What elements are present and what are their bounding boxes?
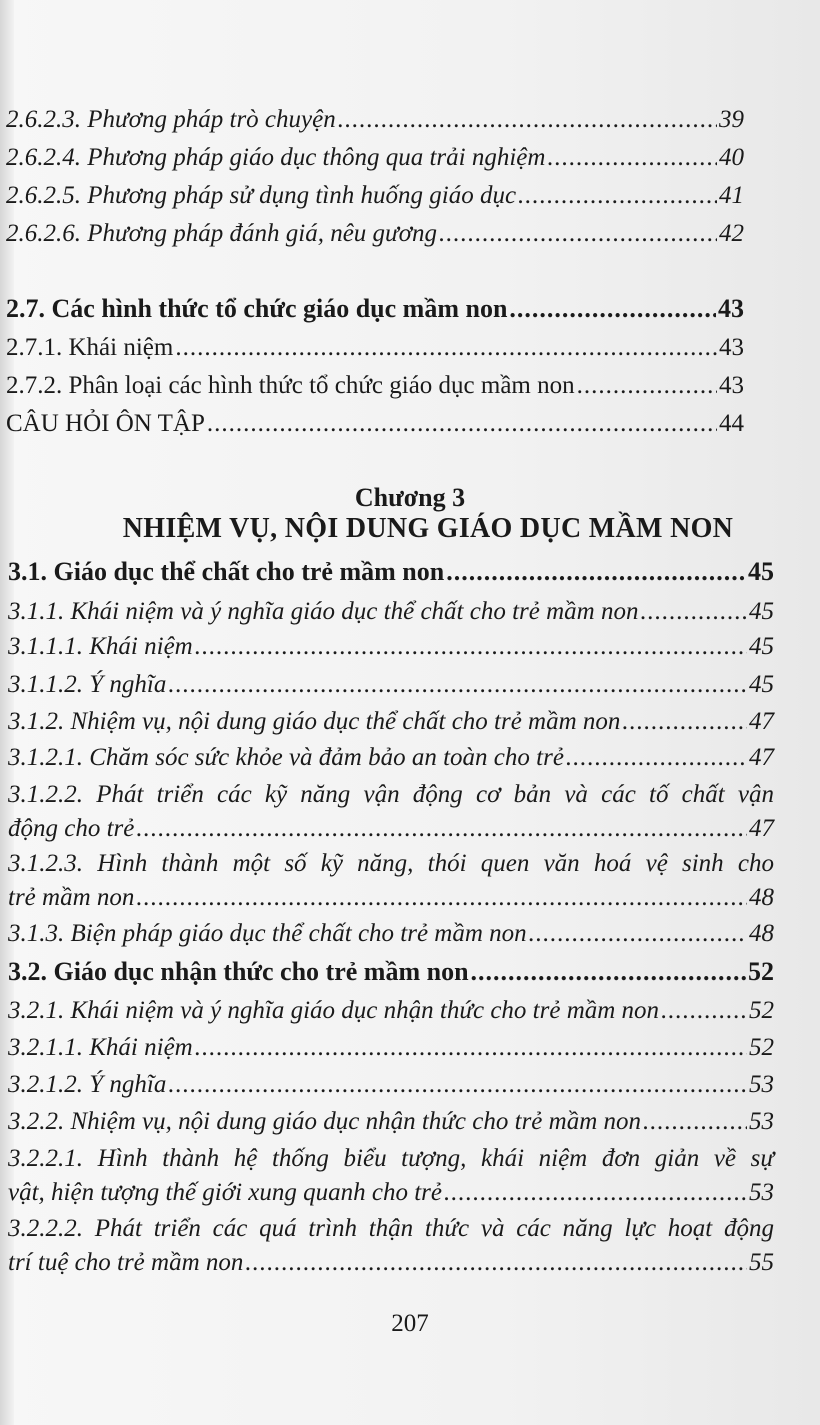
leader-dots (471, 955, 746, 989)
leader-dots (661, 994, 747, 1028)
chapter-number: Chương 3 (354, 483, 466, 512)
leader-dots (195, 1031, 747, 1065)
toc-entry-2-6-2-5[interactable]: 2.6.2.5. Phương pháp sử dụng tình huống giáo dục ..... 41 (6, 179, 744, 213)
chapter-title: NHIỆM VỤ, NỘI DUNG GIÁO DỤC MẦM NON (122, 513, 734, 544)
toc-entry-3-1-2-3[interactable]: 3.1.2.3. Hình thành một số kỹ năng, thói quen văn hoá vệ sinh cho trẻ mầm non ..... 48 (8, 847, 774, 915)
leader-dots (643, 1105, 747, 1139)
leader-dots (168, 668, 747, 702)
toc-entry-3-2-2[interactable]: 3.2.2. Nhiệm vụ, nội dung giáo dục nhận thức cho trẻ mầm non ..... 53 (8, 1105, 774, 1139)
leader-dots (547, 141, 717, 175)
toc-heading-3-2[interactable]: 3.2. Giáo dục nhận thức cho trẻ mầm non ..... 52 (8, 955, 774, 989)
toc-entry-3-2-2-2[interactable]: 3.2.2.2. Phát triển các quá trình thận thức và các năng lực hoạt động trí tuệ cho trẻ mầm non ..... 55 (8, 1212, 774, 1280)
toc-heading-2-7[interactable]: 2.7. Các hình thức tổ chức giáo dục mầm non ..... 43 (6, 292, 744, 326)
toc-entry-3-1-2[interactable]: 3.1.2. Nhiệm vụ, nội dung giáo dục thể chất cho trẻ mầm non ..... 47 (8, 705, 774, 739)
leader-dots (529, 917, 747, 951)
leader-dots (509, 292, 716, 326)
toc-entry-3-1-2-1[interactable]: 3.1.2.1. Chăm sóc sức khỏe và đảm bảo an toàn cho trẻ ..... 47 (8, 741, 774, 775)
leader-dots (195, 630, 747, 664)
toc-entry-3-1-3[interactable]: 3.1.3. Biện pháp giáo dục thể chất cho trẻ mầm non ..... 48 (8, 917, 774, 951)
toc-entry-2-6-2-4[interactable]: 2.6.2.4. Phương pháp giáo dục thông qua trải nghiệm ..... 40 (6, 141, 744, 175)
leader-dots (207, 407, 717, 441)
toc-entry-review-questions[interactable]: CÂU HỎI ÔN TẬP ..... 44 (6, 407, 744, 441)
leader-dots (175, 331, 717, 365)
leader-dots (136, 812, 747, 846)
toc-heading-3-1[interactable]: 3.1. Giáo dục thể chất cho trẻ mầm non ..... 45 (8, 555, 774, 589)
toc-entry-3-2-1[interactable]: 3.2.1. Khái niệm và ý nghĩa giáo dục nhận thức cho trẻ mầm non ..... 52 (8, 994, 774, 1028)
leader-dots (439, 217, 717, 251)
toc-entry-3-1-2-2[interactable]: 3.1.2.2. Phát triển các kỹ năng vận động cơ bản và các tố chất vận động cho trẻ ..... 47 (8, 778, 774, 846)
toc-entry-3-2-1-1[interactable]: 3.2.1.1. Khái niệm ..... 52 (8, 1031, 774, 1065)
leader-dots (338, 103, 717, 137)
leader-dots (577, 369, 717, 403)
leader-dots (168, 1068, 747, 1102)
leader-dots (622, 705, 747, 739)
toc-entry-2-6-2-3[interactable]: 2.6.2.3. Phương pháp trò chuyện ..... 39 (6, 103, 744, 137)
leader-dots (446, 555, 746, 589)
leader-dots (245, 1246, 747, 1280)
leader-dots (136, 881, 747, 915)
leader-dots (640, 595, 747, 629)
toc-entry-3-2-1-2[interactable]: 3.2.1.2. Ý nghĩa ..... 53 (8, 1068, 774, 1102)
page-number: 207 (391, 1310, 429, 1337)
toc-entry-2-7-2[interactable]: 2.7.2. Phân loại các hình thức tổ chức giáo dục mầm non ..... 43 (6, 369, 744, 403)
toc-entry-3-2-2-1[interactable]: 3.2.2.1. Hình thành hệ thống biểu tượng, khái niệm đơn giản về sự vật, hiện tượng thế giới xung quanh cho trẻ ..... 53 (8, 1142, 774, 1210)
toc-entry-2-6-2-6[interactable]: 2.6.2.6. Phương pháp đánh giá, nêu gương ..... 42 (6, 217, 744, 251)
toc-entry-3-1-1[interactable]: 3.1.1. Khái niệm và ý nghĩa giáo dục thể chất cho trẻ mầm non ..... 45 (8, 595, 774, 629)
toc-entry-2-7-1[interactable]: 2.7.1. Khái niệm ..... 43 (6, 331, 744, 365)
toc-entry-3-1-1-1[interactable]: 3.1.1.1. Khái niệm ..... 45 (8, 630, 774, 664)
leader-dots (518, 179, 717, 213)
toc-entry-3-1-1-2[interactable]: 3.1.1.2. Ý nghĩa ..... 45 (8, 668, 774, 702)
leader-dots (566, 741, 747, 775)
leader-dots (444, 1176, 747, 1210)
